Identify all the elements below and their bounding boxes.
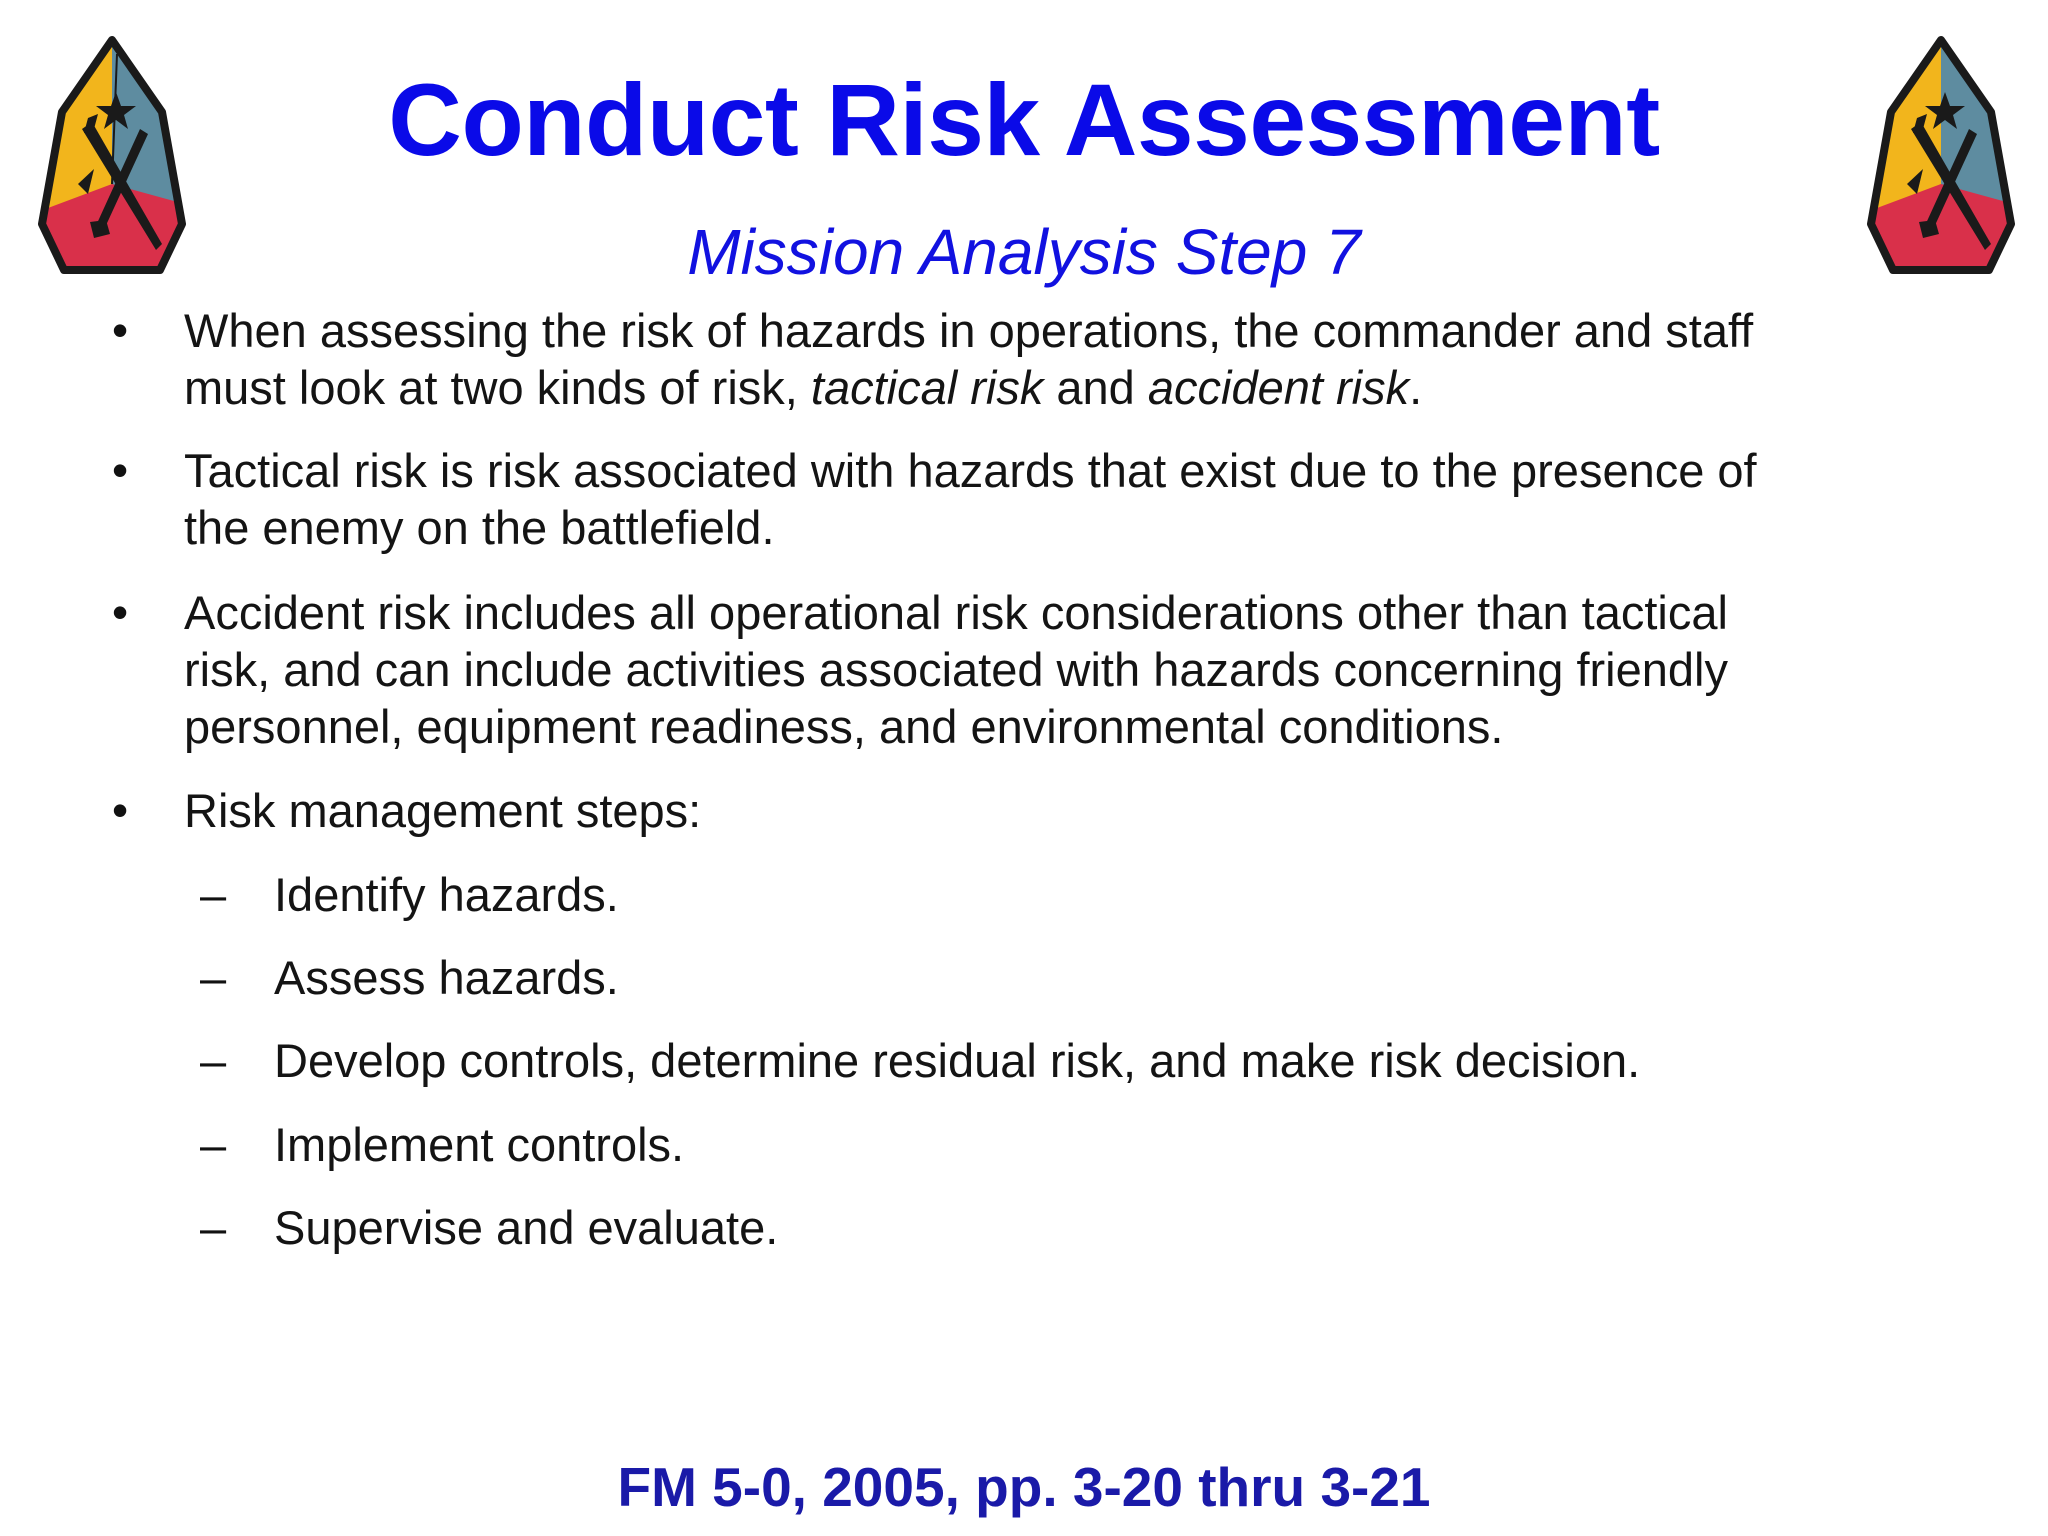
sub-step-dash: –	[200, 951, 227, 1004]
bullet-text: When assessing the risk of hazards in operations, the commander and staff	[184, 304, 1754, 357]
emphasis-text: tactical risk	[810, 361, 1044, 414]
bullet-text: must look at two kinds of risk, tactical risk and accident risk.	[184, 361, 1423, 414]
bullet-marker: •	[111, 304, 129, 356]
bullet-marker: •	[111, 444, 129, 496]
emphasis-text: accident risk	[1147, 361, 1410, 414]
sub-step-dash: –	[200, 1118, 227, 1171]
sub-step-text: Supervise and evaluate.	[274, 1201, 779, 1254]
sub-step-dash: –	[200, 1201, 227, 1254]
bullet-text: Risk management steps:	[184, 784, 702, 837]
bullet-marker: •	[111, 784, 129, 836]
bullet-marker: •	[111, 586, 129, 638]
bullet-text: Accident risk includes all operational risk considerations other than tactical	[184, 586, 1728, 639]
bullet-text: personnel, equipment readiness, and environmental conditions.	[184, 700, 1504, 753]
source-citation: FM 5-0, 2005, pp. 3-20 thru 3-21	[617, 1456, 1431, 1518]
bullet-text: the enemy on the battlefield.	[184, 501, 775, 554]
bullet-text: risk, and can include activities associated with hazards concerning friendly	[184, 643, 1728, 696]
slide-subtitle: Mission Analysis Step 7	[687, 216, 1361, 288]
slide-title: Conduct Risk Assessment	[388, 63, 1660, 177]
sub-step-text: Develop controls, determine residual risk, and make risk decision.	[274, 1034, 1641, 1087]
sub-step-dash: –	[200, 868, 227, 921]
sub-step-text: Implement controls.	[274, 1118, 685, 1171]
sub-step-text: Assess hazards.	[274, 951, 619, 1004]
sub-step-text: Identify hazards.	[274, 868, 619, 921]
sub-step-dash: –	[200, 1034, 227, 1087]
bullet-text: Tactical risk is risk associated with hazards that exist due to the presence of	[184, 444, 1757, 497]
